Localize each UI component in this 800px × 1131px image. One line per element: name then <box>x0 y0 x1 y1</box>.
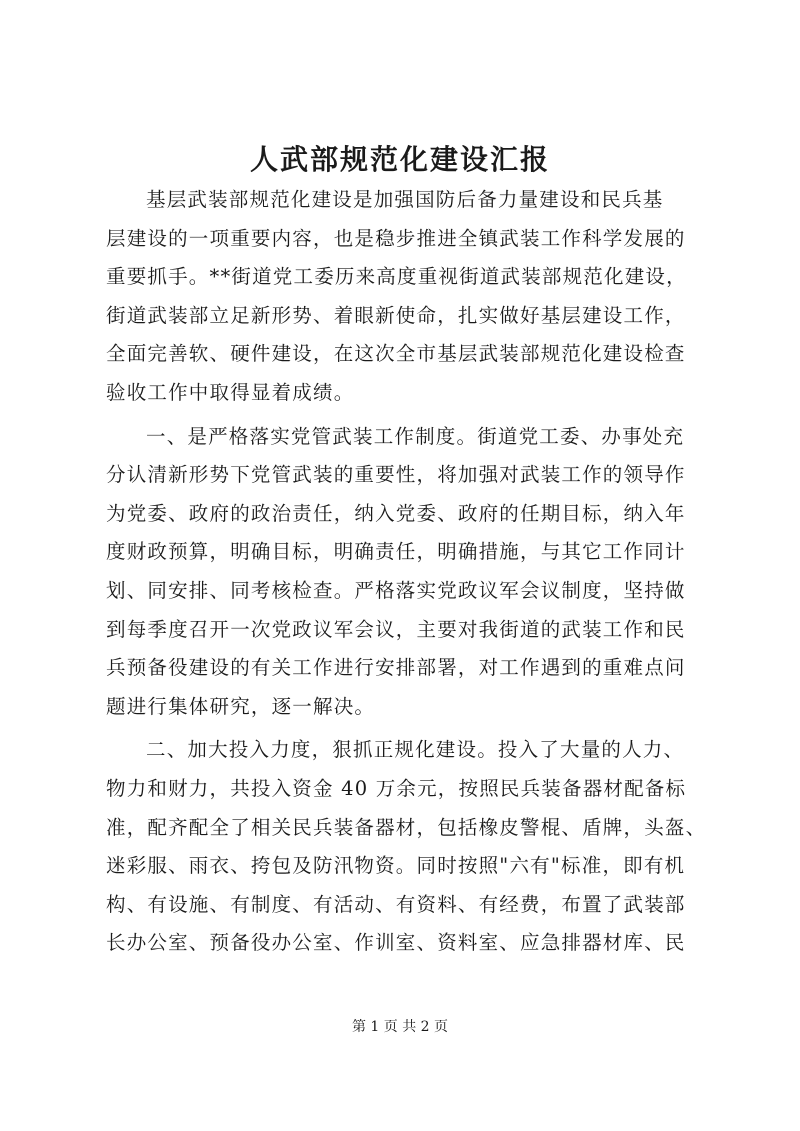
paragraph-line: 度财政预算，明确目标，明确责任，明确措施，与其它工作同计 <box>106 540 686 564</box>
paragraph-line: 街道武装部立足新形势、着眼新使命，扎实做好基层建设工作， <box>106 303 686 327</box>
paragraph-line: 长办公室、预备役办公室、作训室、资料室、应急排器材库、民 <box>106 931 686 955</box>
paragraph-section-one <box>106 418 716 727</box>
paragraph-line: 验收工作中取得显着成绩。 <box>106 380 355 404</box>
paragraph-line: 准，配齐配全了相关民兵装备器材，包括橡皮警棍、盾牌，头盔、 <box>106 815 707 839</box>
paragraph-line: 划、同安排、同考核检查。严格落实党政议军会议制度，坚持做 <box>106 578 686 602</box>
paragraph-line: 到每季度召开一次党政议军会议，主要对我街道的武装工作和民 <box>106 617 686 641</box>
paragraph-line: 基层武装部规范化建设是加强国防后备力量建设和民兵基 <box>146 188 664 211</box>
paragraph-section-two <box>106 731 716 963</box>
paragraph-line: 物力和财力，共投入资金 40 万余元，按照民兵装备器材配备标 <box>106 776 687 800</box>
paragraph-intro <box>106 181 716 413</box>
page-number-footer: 第 1 页 共 2 页 <box>351 1019 449 1035</box>
document-body <box>106 181 716 963</box>
paragraph-line: 题进行集体研究，逐一解决。 <box>106 694 376 718</box>
paragraph-line: 全面完善软、硬件建设，在这次全市基层武装部规范化建设检查 <box>106 342 686 366</box>
paragraph-line: 为党委、政府的政治责任，纳入党委、政府的任期目标，纳入年 <box>106 501 686 525</box>
document-title: 人武部规范化建设汇报 <box>249 143 550 176</box>
paragraph-line: 兵预备役建设的有关工作进行安排部署，对工作遇到的重难点问 <box>106 656 686 680</box>
paragraph-line: 迷彩服、雨衣、挎包及防汛物资。同时按照"六有"标准，即有机 <box>106 854 686 878</box>
paragraph-line: 构、有设施、有制度、有活动、有资料、有经费，布置了武装部 <box>106 892 686 916</box>
paragraph-line: 层建设的一项重要内容，也是稳步推进全镇武装工作科学发展的 <box>106 226 686 250</box>
paragraph-line: 一、是严格落实党管武装工作制度。街道党工委、办事处充 <box>146 424 685 448</box>
paragraph-line: 二、加大投入力度，狠抓正规化建设。投入了大量的人力、 <box>146 738 685 762</box>
paragraph-line: 分认清新形势下党管武装的重要性，将加强对武装工作的领导作 <box>106 463 686 487</box>
paragraph-line: 重要抓手。**街道党工委历来高度重视街道武装部规范化建设， <box>106 265 687 289</box>
